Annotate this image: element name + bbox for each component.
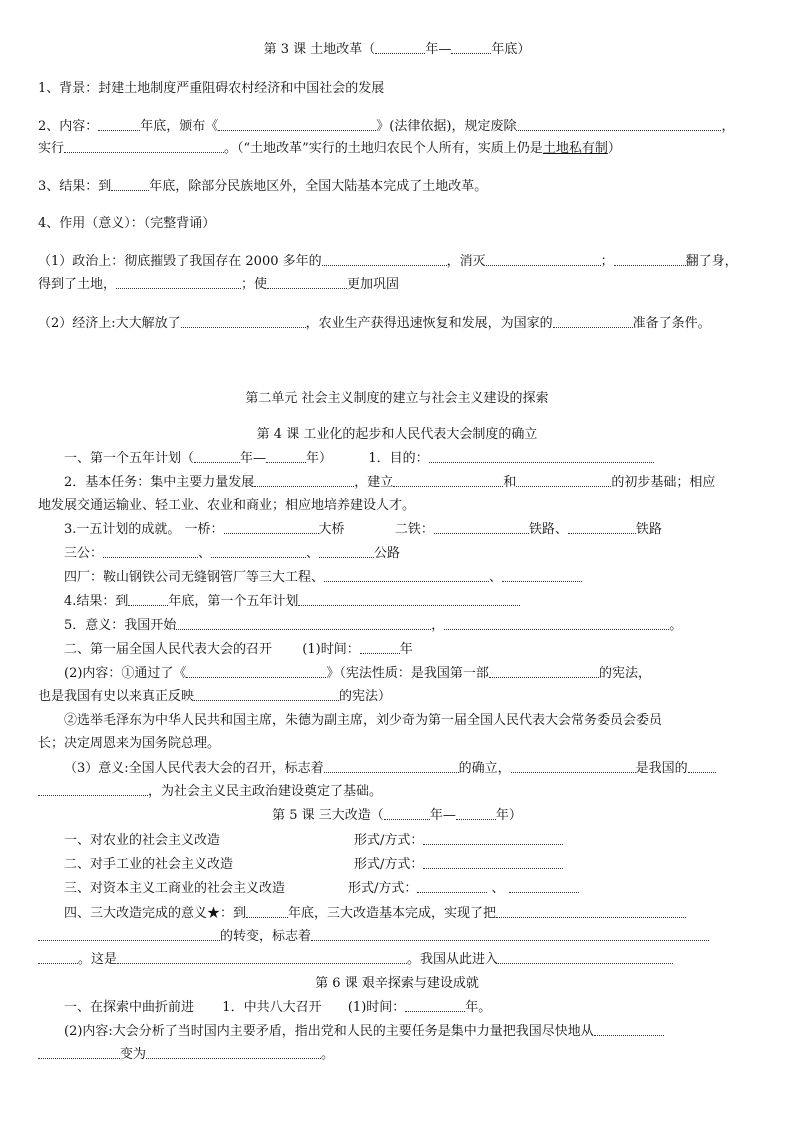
text: 、 [491,881,505,896]
lesson3-item3 [38,178,754,195]
text: 年— [429,808,456,823]
blank [266,450,306,463]
text: 3、结果：到 [38,179,112,194]
blank [98,118,140,131]
lesson5-r4c [38,951,754,968]
blank [360,641,400,654]
lesson4-l2b: 地发展交通运输业、轻工业、农业和商业；相应地培养建设人才。 [38,498,416,513]
text: 》（宪法性质：是我国第一部 [326,666,489,681]
text: 一、对农业的社会主义改造 [64,833,221,848]
text: 变为 [120,1047,147,1062]
text: 、 [306,546,320,561]
blank [324,569,489,582]
blank [322,253,447,266]
lesson5-r1 [64,832,754,849]
text: 公路 [374,546,401,561]
blank [434,521,529,534]
blank [444,617,669,630]
lesson3-item1: 1、背景：封建土地制度严重阻碍农村经济和中国社会的发展 [38,81,385,96]
blank [405,999,465,1012]
lesson3-p2 [38,315,754,332]
text: 年。 [465,1000,492,1015]
text: ； [600,254,614,269]
blank [311,928,709,941]
text: 二、对手工业的社会主义改造 [64,857,234,872]
text: 1．目的： [368,451,429,466]
blank [509,880,579,893]
lesson4-l1 [64,450,754,467]
text: 1．中共八大召开 [222,1000,322,1015]
text: 。这是 [78,952,118,967]
text: 的转变，标志着 [220,929,312,944]
text: 3.一五计划的成就。 一桥： [64,522,224,537]
blank [194,688,339,701]
lesson6-title: 第 6 课 艰辛探索与建设成就 [315,976,479,991]
text: 年） [495,808,522,823]
lesson5-r4b [38,928,754,945]
blank [254,474,354,487]
blank [176,617,431,630]
lesson4-l7 [64,617,754,634]
lesson4-l3 [64,521,754,538]
text: 。我国从此进入 [407,952,499,967]
text: 铁路 [635,522,662,537]
blank [486,253,601,266]
blank [423,832,563,845]
lesson4-l11b [38,783,754,800]
blank [218,118,376,131]
blank [489,665,599,678]
blank [246,905,288,918]
blank [688,760,716,773]
blank [64,140,224,153]
text: 二、第一届全国人民代表大会的召开 [64,642,273,657]
text: 大桥 [318,522,345,537]
text: 形式/方式： [354,833,424,848]
text: ） [607,141,621,156]
text: (2)内容:大会分析了当时国内主要矛盾，指出党和人民的主要任务是集中力量把我国尽快地从 [64,1024,594,1039]
blank [38,783,148,796]
blank [417,880,487,893]
blank [375,41,425,54]
blank [319,545,374,558]
blank [38,928,220,941]
blank [298,593,520,606]
text: 第 5 课 三大改造（ [272,808,384,823]
text: 年— [425,42,452,57]
lesson3-title [0,41,794,58]
text: 准备了条件。 [632,316,711,331]
blank [128,593,168,606]
text: 的确立， [458,761,511,776]
lesson4-l9b [38,688,754,705]
text: 4.结果：到 [64,594,129,609]
lesson4-l6 [64,593,754,610]
text: 年 [399,642,413,657]
lesson5-r3 [64,880,754,897]
blank [267,276,347,289]
blank [324,760,459,773]
blank [194,450,240,463]
text: 年底，除部分民族地区外，全国大陆基本完成了土地改革。 [149,179,488,194]
lesson3-item4: 4、作用（意义）：（完整背诵） [38,216,216,231]
text: 、 [489,570,503,585]
lesson3-p1-line2 [38,276,754,293]
blank [111,178,149,191]
text: 2、内容： [38,119,99,134]
text: 》(法律依据)，规定废除 [376,119,517,134]
text: 是我国的 [635,761,688,776]
text: ， [721,119,735,134]
text: 年底，颁布《 [140,119,219,134]
text: 三、对资本主义工商业的社会主义改造 [64,881,286,896]
text: 年— [240,451,267,466]
text: 二铁： [394,522,434,537]
text: 2．基本任务：集中主要力量发展 [64,475,255,490]
text: 年底） [491,42,531,57]
blank [38,1046,120,1059]
text: 形式/方式： [348,881,418,896]
lesson5-r2 [64,856,754,873]
text: (1)时间： [347,1000,406,1015]
lesson6-s2 [64,1023,754,1040]
text: 翻了身， [685,254,738,269]
blank [568,521,636,534]
lesson3-p1-line1 [38,253,754,270]
text: (1)时间： [302,642,360,657]
blank [103,545,198,558]
unit2-title: 第二单元 社会主义制度的建立与社会主义建设的探索 [245,391,549,406]
blank [498,951,673,964]
blank [384,807,430,820]
blank [594,1023,664,1036]
lesson4-l11 [64,760,754,777]
blank [224,521,319,534]
lesson4-l10b: 长；决定周恩来为国务院总理。 [38,736,221,751]
blank [116,276,241,289]
lesson4-l2 [64,474,754,491]
text: 四、三大改造完成的意义★：到 [64,906,247,921]
lesson5-title [0,807,794,824]
lesson6-s1 [64,999,754,1016]
text: 。 [321,1047,335,1062]
lesson4-l10: ②选举毛泽东为中华人民共和国主席，朱德为副主席，刘少奇为第一届全国人民代表大会常务委员会委员 [64,713,663,728]
blank [146,1046,321,1059]
text: （2）经济上:大大解放了 [38,316,181,331]
blank [429,450,654,463]
text: 、 [198,546,212,561]
blank [393,474,503,487]
text: ，为社会主义民主政治建设奠定了基础。 [148,784,383,799]
text: 的初步基础；相应 [611,475,716,490]
text: 5．意义：我国开始 [64,618,177,633]
text: 的宪法） [339,689,392,704]
text: 。 [669,618,683,633]
lesson4-title: 第 4 课 工业化的起步和人民代表大会制度的确立 [256,427,538,442]
blank [614,253,686,266]
text: 三公： [64,546,104,561]
text: 四厂：鞍山钢铁公司无缝钢管厂等三大工程、 [64,570,325,585]
text: ，农业生产获得迅速恢复和发展，为国家的 [305,316,553,331]
blank [553,315,633,328]
text: （1）政治上：彻底摧毁了我国存在 2000 多年的 [38,254,322,269]
text: 得到了土地， [38,277,117,292]
text: 也是我国有史以来真正反映 [38,689,195,704]
text: (2)内容：①通过了《 [64,666,187,681]
text: 年底，第一个五年计划 [168,594,299,609]
blank [211,545,306,558]
blank [516,118,721,131]
text: 年底，三大改造基本完成，实现了把 [288,906,497,921]
blank [502,569,582,582]
text: 和 [503,475,517,490]
text: ；使 [241,277,268,292]
blank [117,951,407,964]
text: ，建立 [354,475,394,490]
text: 的宪法， [598,666,651,681]
lesson4-l4 [64,545,754,562]
text: 铁路、 [528,522,568,537]
text: （3）意义:全国人民代表大会的召开，标志着 [64,761,324,776]
text: 年） [306,451,333,466]
lesson3-item2-line2 [38,140,754,157]
lesson4-l9 [64,665,754,682]
blank [186,665,326,678]
lesson4-l5 [64,569,754,586]
text: 土地私有制 [542,141,608,156]
text: 更加巩固 [347,277,400,292]
text: 一、第一个五年计划（ [64,451,195,466]
blank [456,807,496,820]
blank [181,315,306,328]
blank [423,856,563,869]
lesson6-s2b [38,1046,754,1063]
lesson4-l8 [64,641,754,658]
lesson3-item2-line1 [38,118,754,135]
text: 。（“土地改革”实行的土地归农民个人所有，实质上仍是 [224,141,543,156]
blank [38,951,78,964]
text: 第 3 课 土地改革（ [263,42,376,57]
blank [451,41,491,54]
text: 实行 [38,141,65,156]
text: ， [431,618,445,633]
text: 一、在探索中曲折前进 [64,1000,195,1015]
lesson5-r4 [64,905,754,922]
blank [496,905,686,918]
blank [516,474,611,487]
text: ，消灭 [446,254,486,269]
text: 形式/方式： [354,857,424,872]
blank [511,760,636,773]
